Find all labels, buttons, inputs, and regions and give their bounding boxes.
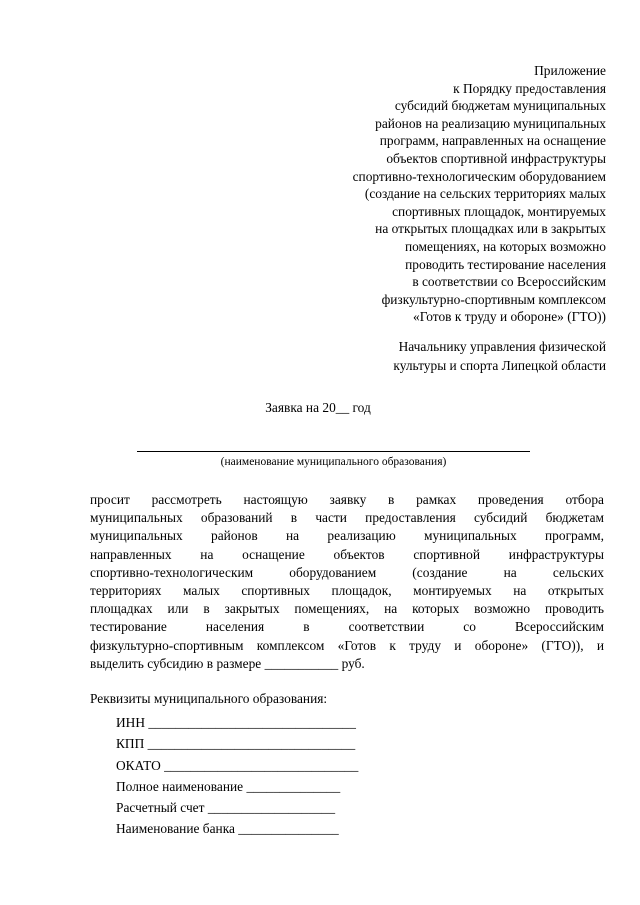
body-line: муниципальных образований в части предоставления субсидий бюджетам <box>90 510 604 526</box>
appendix-line: (создание на сельских территориях малых <box>364 186 606 202</box>
addressee-block <box>226 338 606 375</box>
appendix-line: спортивных площадок, монтируемых <box>392 203 606 219</box>
application-title-wrap <box>0 400 640 416</box>
requisites-title: Реквизиты муниципального образования: <box>90 691 328 706</box>
municipality-caption: (наименование муниципального образования) <box>220 456 447 468</box>
body-line: спортивно-технологическим оборудованием (создание на сельских <box>90 564 604 580</box>
appendix-line: объектов спортивной инфраструктуры <box>386 150 606 166</box>
requisite-inn: ИНН _______________________________ <box>116 715 356 730</box>
body-line: просит рассмотреть настоящую заявку в рамках проведения отбора <box>90 492 604 507</box>
requisite-account: Расчетный счет ___________________ <box>116 800 336 816</box>
appendix-line: программ, направленных на оснащение <box>379 133 606 149</box>
requisite-bank: Наименование банка _______________ <box>116 821 339 837</box>
appendix-line: на открытых площадках или в закрытых <box>375 221 606 237</box>
appendix-line: проводить тестирование населения <box>405 256 606 272</box>
appendix-line: к Порядку предоставления <box>453 80 606 96</box>
appendix-line: физкультурно-спортивным комплексом <box>381 291 606 307</box>
body-line: муниципальных районов на реализацию муниципальных программ, <box>90 528 604 544</box>
municipality-blank-line <box>137 451 530 452</box>
appendix-block <box>226 62 606 326</box>
requisite-kpp: КПП _______________________________ <box>116 736 356 752</box>
body-line: направленных на оснащение объектов спортивной инфраструктуры <box>90 546 604 562</box>
appendix-line: в соответствии со Всероссийским <box>412 274 606 290</box>
body-line: территориях малых спортивных площадок, монтируемых на открытых <box>90 583 604 599</box>
appendix-line: помещениях, на которых возможно <box>404 238 606 254</box>
application-title: Заявка на 20__ год <box>265 400 371 415</box>
body-line: тестирование населения в соответствии со Всероссийским <box>90 619 604 635</box>
appendix-line: районов на реализацию муниципальных <box>375 115 606 131</box>
body-line: площадках или в закрытых помещениях, на которых возможно проводить <box>90 601 604 617</box>
appendix-line: Приложение <box>534 63 606 78</box>
requisites-list <box>116 712 358 840</box>
application-body <box>90 491 604 673</box>
appendix-line: спортивно-технологическим оборудованием <box>352 168 606 184</box>
appendix-line: «Готов к труду и обороне» (ГТО)) <box>413 309 606 325</box>
body-last-line: выделить субсидию в размере ___________ руб. <box>90 655 365 671</box>
appendix-line: субсидий бюджетам муниципальных <box>394 98 606 114</box>
body-line: физкультурно-спортивным комплексом «Готов к труду и обороне» (ГТО)), и <box>90 637 604 653</box>
addressee-line: культуры и спорта Липецкой области <box>393 357 606 373</box>
requisite-full-name: Полное наименование ______________ <box>116 778 341 794</box>
addressee-line: Начальнику управления физической <box>398 339 606 354</box>
requisite-okato: ОКАТО _____________________________ <box>116 757 359 773</box>
